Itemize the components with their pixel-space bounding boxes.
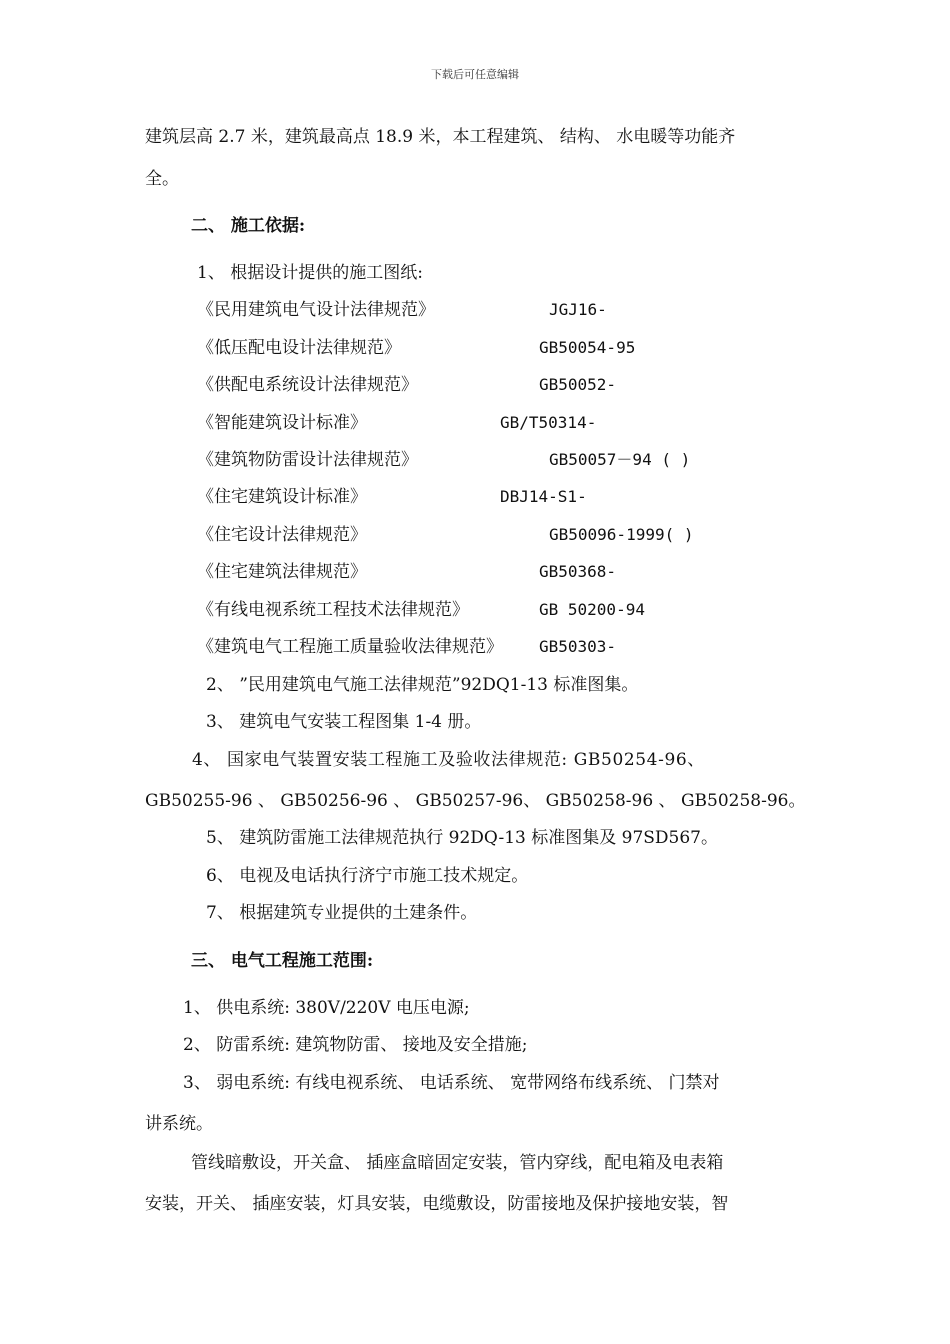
basis-item-7: 7、 根据建筑专业提供的土建条件。: [206, 903, 478, 923]
standard-name: 《建筑电气工程施工质量验收法律规范》: [197, 637, 503, 657]
standard-code: GB50052-: [539, 375, 617, 394]
scope-item-1: 1、 供电系统: 380V/220V 电压电源;: [183, 998, 470, 1018]
intro-line-1: 建筑层高 2.7 米，建筑最高点 18.9 米，本工程建筑、 结构、 水电暖等功能齐: [145, 127, 736, 147]
basis-item-3: 3、 建筑电气安装工程图集 1-4 册。: [206, 712, 482, 732]
standard-code: JGJ16-: [549, 300, 607, 319]
section-heading-scope: 三、 电气工程施工范围:: [191, 951, 374, 971]
scope-item-3-line-1: 3、 弱电系统: 有线电视系统、 电话系统、 宽带网络布线系统、 门禁对: [183, 1073, 720, 1093]
basis-item-1: 1、 根据设计提供的施工图纸:: [197, 263, 423, 283]
standard-code: DBJ14-S1-: [500, 487, 587, 506]
intro-line-2: 全。: [145, 169, 179, 189]
standard-name: 《住宅设计法律规范》: [197, 525, 367, 545]
standard-code: GB50057－94 ( ): [549, 450, 691, 469]
standard-name: 《民用建筑电气设计法律规范》: [197, 300, 435, 320]
section-heading-basis: 二、 施工依据:: [191, 216, 306, 236]
standard-name: 《智能建筑设计标准》: [197, 413, 367, 433]
basis-item-6: 6、 电视及电话执行济宁市施工技术规定。: [206, 866, 529, 886]
scope-paragraph-line-2: 安装，开关、 插座安装，灯具安装，电缆敷设，防雷接地及保护接地安装，智: [145, 1194, 729, 1214]
standard-name: 《低压配电设计法律规范》: [197, 338, 401, 358]
basis-item-4-line-2: GB50255-96 、 GB50256-96 、 GB50257-96、 GB50258-96 、 GB50258-96。: [145, 791, 806, 811]
standard-code: GB50054-95: [539, 338, 636, 357]
standard-name: 《建筑物防雷设计法律规范》: [197, 450, 418, 470]
standard-code: GB50368-: [539, 562, 617, 581]
standard-code: GB/T50314-: [500, 413, 597, 432]
scope-paragraph-line-1: 管线暗敷设，开关盒、 插座盒暗固定安装，管内穿线，配电箱及电表箱: [191, 1153, 724, 1173]
scope-item-3-line-2: 讲系统。: [145, 1114, 213, 1134]
standard-code: GB50303-: [539, 637, 617, 656]
standard-name: 《有线电视系统工程技术法律规范》: [197, 600, 469, 620]
scope-item-2: 2、 防雷系统: 建筑物防雷、 接地及安全措施;: [183, 1035, 528, 1055]
standard-name: 《供配电系统设计法律规范》: [197, 375, 418, 395]
basis-item-4-line-1: 4、 国家电气装置安装工程施工及验收法律规范: GB50254-96、: [192, 750, 705, 770]
standard-name: 《住宅建筑法律规范》: [197, 562, 367, 582]
basis-item-5: 5、 建筑防雷施工法律规范执行 92DQ-13 标准图集及 97SD567。: [206, 828, 718, 848]
standard-name: 《住宅建筑设计标准》: [197, 487, 367, 507]
header-note: 下载后可任意编辑: [431, 68, 519, 81]
standard-code: GB 50200-94: [539, 600, 645, 619]
standard-code: GB50096-1999( ): [549, 525, 694, 544]
basis-item-2: 2、 ”民用建筑电气施工法律规范”92DQ1-13 标准图集。: [206, 675, 639, 695]
